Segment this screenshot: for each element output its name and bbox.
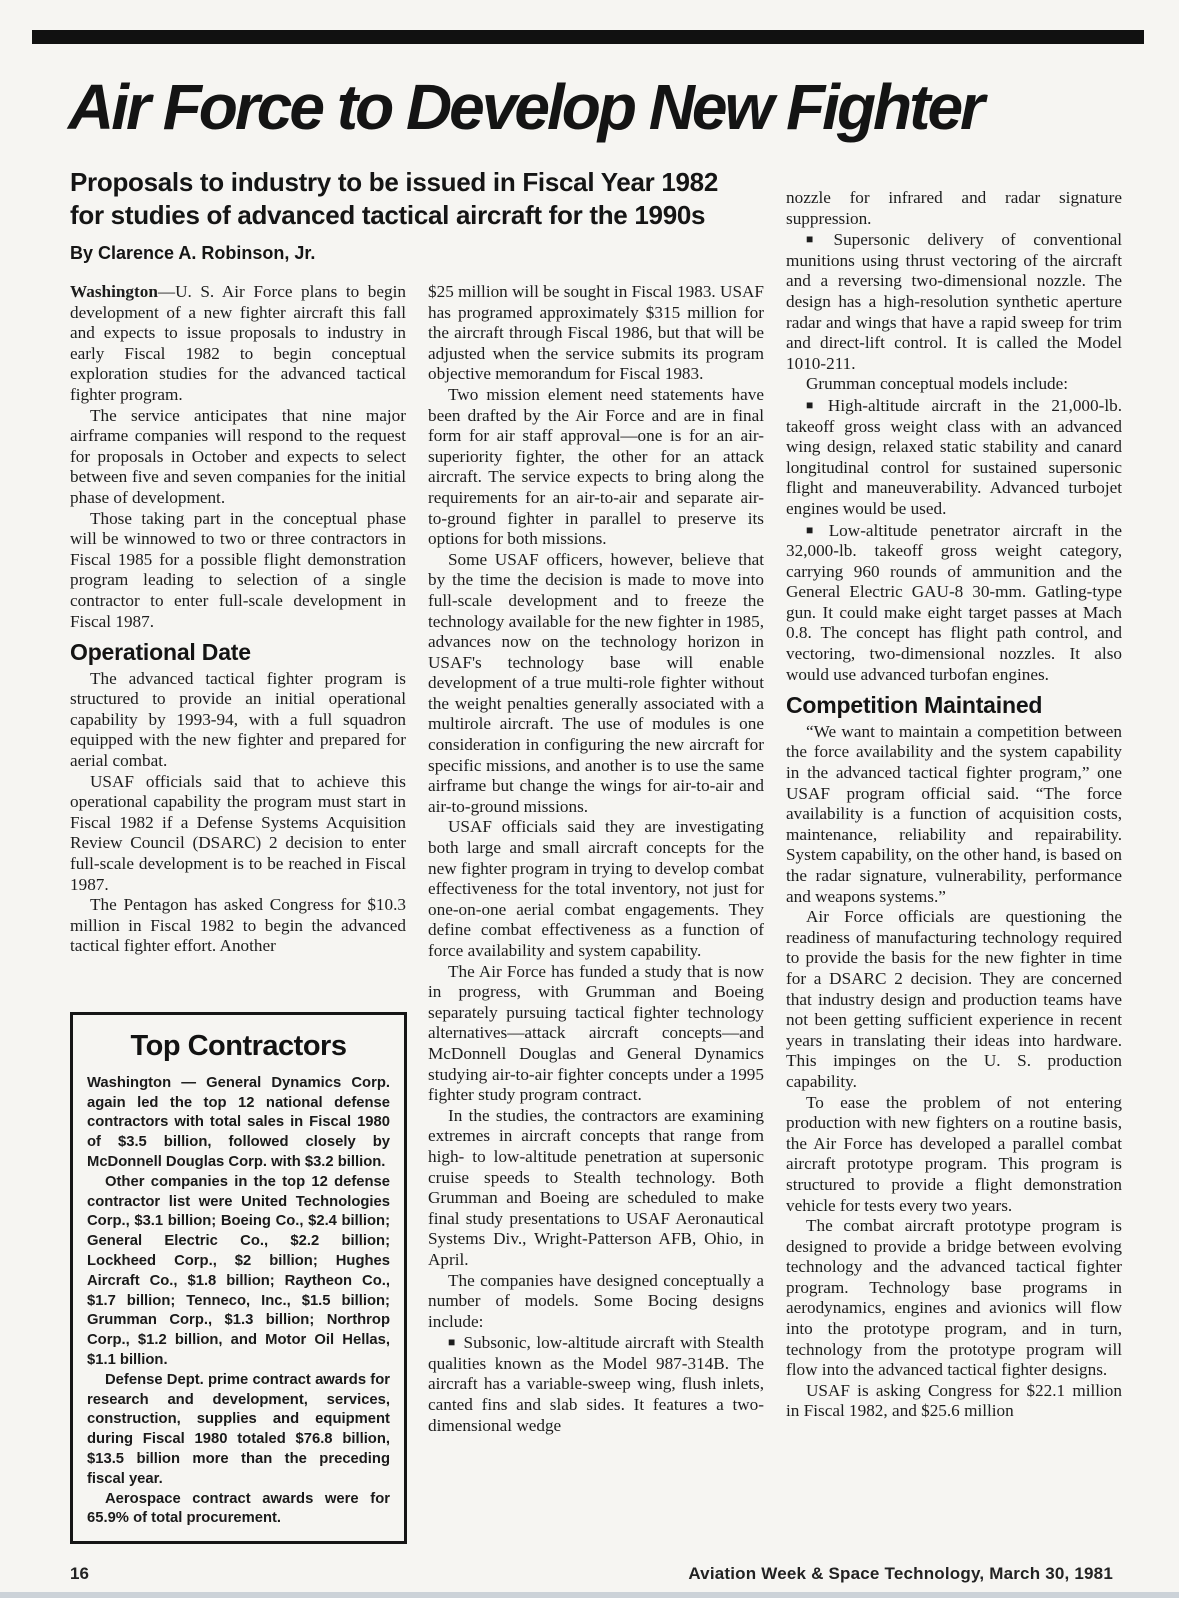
paragraph: USAF is asking Congress for $22.1 million in Fiscal 1982, and $25.6 million <box>786 1380 1122 1421</box>
paragraph-text: High-altitude aircraft in the 21,000-lb. takeoff gross weight class with an advanced wing design, relaxed static stability and canard longitudinal control for sustained supersonic flight and maneuverability. Advanced turbojet engines would be used. <box>786 395 1122 518</box>
dateline: Washington <box>70 282 158 301</box>
bullet-square-icon: ■ <box>806 232 827 247</box>
paragraph-text: — General Dynamics Corp. again led the top 12 national defense contractors with total sales in Fiscal 1980 of $3.5 billion, followed closely by McDonnell Douglas Corp. with $3.2 billion. <box>87 1074 390 1170</box>
paragraph-text: Low-altitude penetrator aircraft in the 32,000-lb. takeoff gross weight category, carrying 960 rounds of ammunition and the General Electric GAU-8 30-mm. Gatling-type gun. It could make eight target passes at Mach 0.8. The concept has flight path control, and vectoring, two-dimensional nozzles. It also would use advanced turbofan engines. <box>786 520 1122 684</box>
bullet-square-icon: ■ <box>448 1335 457 1350</box>
paragraph <box>70 282 406 406</box>
bullet-paragraph <box>428 1332 764 1436</box>
paragraph: Defense Dept. prime contract awards for research and development, services, construction, supplies and equipment during Fiscal 1980 totaled $76.8 billion, $13.5 billion more than the preceding fiscal year. <box>87 1371 390 1487</box>
paragraph: To ease the problem of not entering production with new fighters on a routine basis, the Air Force has developed a parallel combat aircraft prototype program. This program is structured to provide a flight demonstration vehicle for tests every two years. <box>786 1092 1122 1215</box>
paragraph-text: Supersonic delivery of conventional munitions using thrust vectoring of the aircraft and a reversing two-dimensional nozzle. The design has a high-resolution synthetic aperture radar and wings that have a rapid sweep for trim and direct-lift control. It is called the Model 1010-211. <box>786 230 1122 373</box>
journal-footer: Aviation Week & Space Technology, March 30, 1981 <box>688 1564 1113 1583</box>
section-heading-operational-date: Operational Date <box>70 639 251 666</box>
paragraph: In the studies, the contractors are examining extremes in aircraft concepts that range from high- to low-altitude penetration at supersonic cruise speeds to Stealth technology. Both Grumman and Boeing are scheduled to make final study presentations to USAF Aeronautical Systems Div., Wright-Patterson AFB, Ohio, in April. <box>428 1105 764 1269</box>
paragraph: Aerospace contract awards were for 65.9% of total procurement. <box>87 1490 390 1527</box>
top-rule <box>32 30 1144 44</box>
byline: By Clarence A. Robinson, Jr. <box>70 243 316 263</box>
paragraph: Some USAF officers, however, believe that by the time the decision is made to move into full-scale development and to freeze the technology available for the new fighter in 1985, advances now on the technology horizon in USAF's technology base will enable development of a true multi-role fighter without the weight penalties generally associated with a multirole aircraft. The use of modules is one consideration in configuring the new aircraft for specific missions, and another is to use the same airframe but change the wings for air-to-air and air-to-ground missions. <box>428 549 764 816</box>
paragraph: The combat aircraft prototype program is designed to provide a bridge between evolving technology and the advanced tactical fighter program. Technology base programs in aerodynamics, engines and avionics will flow into the prototype program, and in turn, technology from the prototype program will flow into the advanced tactical fighter designs. <box>786 1216 1122 1380</box>
paragraph: Those taking part in the conceptual phase will be winnowed to two or three contractors in Fiscal 1985 for a possible flight demonstration program leading to selection of a single contractor to enter full-scale development in Fiscal 1987. <box>70 508 406 631</box>
paragraph: Grumman conceptual models include: <box>806 374 1069 394</box>
bullet-paragraph <box>786 395 1122 520</box>
box-title: Top Contractors <box>130 1030 347 1062</box>
paragraph: The advanced tactical fighter program is structured to provide an initial operational capability by 1993-94, with a full squadron equipped with the new fighter and prepared for aerial combat. <box>70 668 406 771</box>
article-title: Air Force to Develop New Fighter <box>68 71 982 143</box>
paragraph: Two mission element need statements have been drafted by the Air Force and are in final form for air staff approval—one is for an air-superiority fighter, the other for an attack aircraft. The service expects to bring along the requirements for an air-to-air and separate air-to-ground fighter in parallel to preserve its options for both missions. <box>428 384 764 549</box>
paragraph: USAF officials said that to achieve this operational capability the program must start in Fiscal 1982 if a Defense Systems Acquisition Review Council (DSARC) 2 decision to enter full-scale development is to be reached in Fiscal 1987. <box>70 771 406 894</box>
scan-edge <box>0 1592 1179 1598</box>
bullet-square-icon: ■ <box>806 397 821 412</box>
deck-line-1: Proposals to industry to be issued in Fiscal Year 1982 <box>70 167 719 197</box>
article-deck <box>70 166 718 232</box>
paragraph: The Air Force has funded a study that is now in progress, with Grumman and Boeing separately pursuing tactical fighter technology alternatives—attack aircraft concepts—and McDonnell Douglas and General Dynamics studying air-to-air fighter concepts under a 1995 fighter study program contract. <box>428 961 764 1105</box>
bullet-square-icon: ■ <box>806 522 822 537</box>
bullet-paragraph <box>786 229 1122 374</box>
paragraph: nozzle for infrared and radar signature suppression. <box>786 188 1122 228</box>
paragraph <box>87 1074 390 1173</box>
paragraph: $25 million will be sought in Fiscal 1983. USAF has programed approximately $315 million for the aircraft through Fiscal 1986, but that will be adjusted when the service submits its program objective memorandum for Fiscal 1983. <box>428 282 764 384</box>
paragraph: The Pentagon has asked Congress for $10.3 million in Fiscal 1982 to begin the advanced tactical fighter effort. Another <box>70 895 406 956</box>
paragraph-text: —U. S. Air Force plans to begin development of a new fighter aircraft this fall and expects to issue proposals to industry in early Fiscal 1982 to begin conceptual exploration studies for the advanced tactical fighter program. <box>70 282 406 404</box>
deck-line-2: for studies of advanced tactical aircraft for the 1990s <box>70 200 706 230</box>
paragraph: The service anticipates that nine major airframe companies will respond to the request for proposals in October and expects to select between five and seven companies for the initial phase of development. <box>70 405 406 507</box>
top-contractors-box <box>70 1012 407 1544</box>
column-3 <box>786 188 1122 1592</box>
paragraph-text: Subsonic, low-altitude aircraft with Stealth qualities known as the Model 987-314B. The aircraft has a variable-sweep wing, flush inlets, canted fins and slab sides. It features a two-dimensional wedge <box>428 1333 764 1435</box>
section-heading-competition-maintained: Competition Maintained <box>786 692 1043 719</box>
paragraph: Other companies in the top 12 defense contractor list were United Technologies Corp., $3.1 billion; Boeing Co., $2.4 billion; General Electric Co., $2.2 billion; Lockheed Corp., $2 billion; Hughes Aircraft Co., $1.8 billion; Raytheon Co., $1.7 billion; Tenneco, Inc., $1.5 billion; Grumman Corp., $1.3 billion; Northrop Corp., $1.2 billion, and Motor Oil Hellas, $1.1 billion. <box>87 1173 390 1368</box>
paragraph: The companies have designed conceptually a number of models. Some Bocing designs include: <box>428 1270 764 1331</box>
paragraph: USAF officials said they are investigating both large and small aircraft concepts for the new fighter program in trying to develop combat effectiveness for the total inventory, not just for one-on-one aerial combat engagements. They define combat effectiveness as a function of force availability and system capability. <box>428 817 764 960</box>
bullet-paragraph <box>786 520 1122 686</box>
paragraph: “We want to maintain a competition between the force availability and the system capability in the advanced tactical fighter program,” one USAF program official said. “The force availability is a function of acquisition costs, maintenance, reliability and repairability. System capability, on the other hand, is based on the radar signature, vulnerability, performance and weapons systems.” <box>786 721 1122 906</box>
column-2 <box>428 282 764 1572</box>
column-1 <box>70 282 406 957</box>
dateline: Washington <box>87 1074 172 1091</box>
page-number: 16 <box>70 1564 89 1583</box>
paragraph: Air Force officials are questioning the readiness of manufacturing technology required to provide the basis for the new fighter in time for a DSARC 2 decision. They are concerned that industry design and production teams have not been getting sufficient experience in recent years in translating their ideas into hardware. This impinges on the U. S. production capability. <box>786 907 1122 1091</box>
